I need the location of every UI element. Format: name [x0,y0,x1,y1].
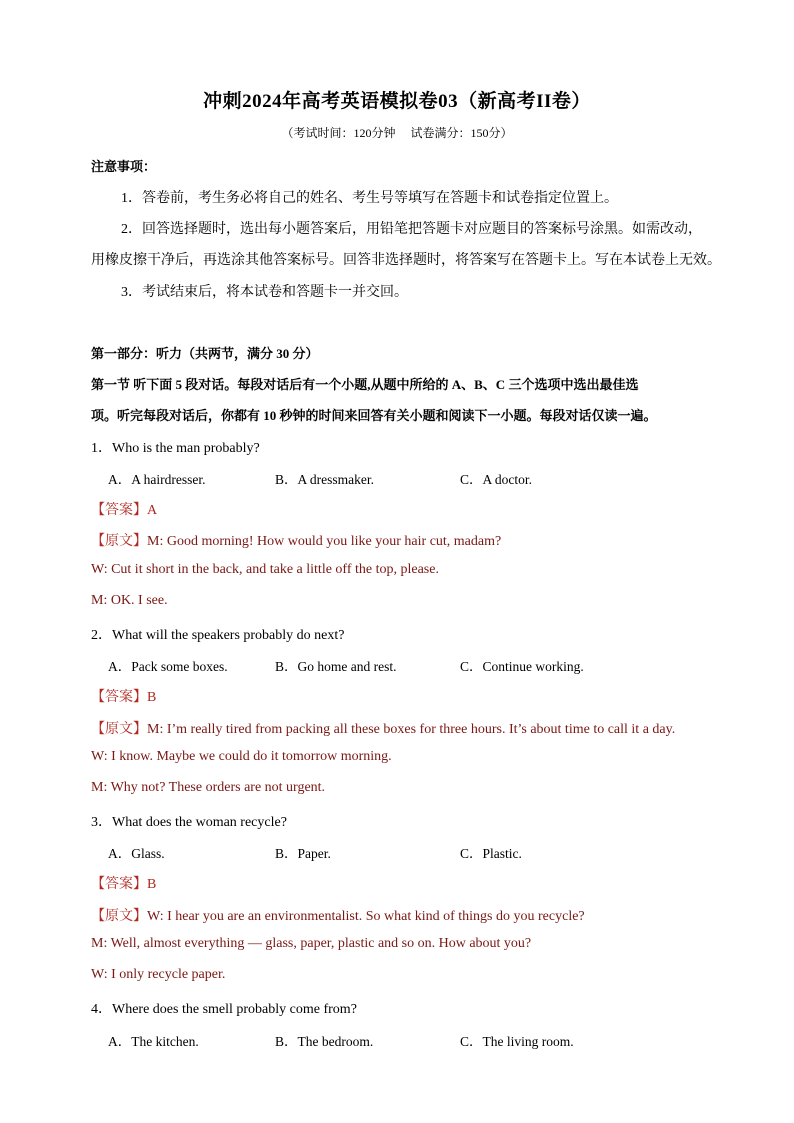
question-2-transcript-line-2: W: I know. Maybe we could do it tomorrow morning. [91,749,392,764]
section1-instruction-line-2: 项。听完每段对话后，你都有 10 秒钟的时间来回答有关小题和阅读下一小题。每段对话仅读一遍。 [91,408,657,423]
transcript-text: M: Good morning! How would you like your hair cut, madam? [147,534,502,549]
question-2-transcript-line-1 [91,718,675,738]
answer-value: A [147,503,158,518]
question-1-transcript-line-3: M: OK. I see. [91,593,168,608]
question-3-option-c: C．Plastic. [460,846,522,861]
exam-score: 试卷满分：150分） [410,126,513,140]
original-label: 【原文】 [91,534,147,549]
question-2-option-c: C．Continue working. [460,659,584,674]
answer-label: 【答案】 [91,877,147,892]
question-4-option-c: C．The living room. [460,1034,574,1049]
question-1-option-c: C．A doctor. [460,472,533,487]
notice-item-2-line-2: 用橡皮擦干净后，再选涂其他答案标号。回答非选择题时，将答案写在答题卡上。写在本试卷上无效。 [91,253,721,268]
part1-heading: 第一部分：听力（共两节，满分 30 分） [91,346,319,361]
answer-label: 【答案】 [91,690,147,705]
notice-item-2-line-1: 2．回答选择题时，选出每小题答案后，用铅笔把答题卡对应题目的答案标号涂黑。如需改动， [121,222,702,237]
question-3-transcript-line-3: W: I only recycle paper. [91,967,226,982]
notice-item-3: 3．考试结束后，将本试卷和答题卡一并交回。 [121,285,408,300]
question-3-answer [91,873,156,893]
question-4-option-b: B．The bedroom. [275,1034,374,1049]
notice-item-1: 1．答卷前，考生务必将自己的姓名、考生号等填写在答题卡和试卷指定位置上。 [121,191,618,206]
section1-instruction-line-1: 第一节 听下面 5 段对话。每段对话后有一个小题,从题中所给的 A、B、C 三个选项中选出最佳选 [91,377,639,392]
answer-value: B [147,690,157,705]
question-1-option-a: A．A hairdresser. [108,472,206,487]
question-4-stem: 4．Where does the smell probably come from? [91,1002,357,1017]
exam-time: （考试时间：120分钟 [281,126,396,140]
question-1-stem: 1．Who is the man probably? [91,441,260,456]
exam-info [0,124,794,141]
original-label: 【原文】 [91,722,147,737]
notice-heading: 注意事项： [91,159,157,174]
question-4-option-a: A．The kitchen. [108,1034,199,1049]
original-label: 【原文】 [91,909,147,924]
question-2-option-a: A．Pack some boxes. [108,659,228,674]
question-3-transcript-line-1 [91,905,585,925]
answer-value: B [147,877,157,892]
transcript-text: M: I’m really tired from packing all these boxes for three hours. It’s about time to call it a day. [147,722,676,737]
question-1-answer [91,499,157,519]
question-3-stem: 3．What does the woman recycle? [91,815,287,830]
question-2-option-b: B．Go home and rest. [275,659,397,674]
question-2-stem: 2．What will the speakers probably do next? [91,628,345,643]
question-1-transcript-line-2: W: Cut it short in the back, and take a little off the top, please. [91,562,439,577]
question-2-transcript-line-3: M: Why not? These orders are not urgent. [91,780,326,795]
page-title: 冲刺2024年高考英语模拟卷03（新高考II卷） [203,91,591,112]
question-1-option-b: B．A dressmaker. [275,472,374,487]
question-3-option-b: B．Paper. [275,846,331,861]
question-2-answer [91,686,156,706]
question-3-option-a: A．Glass. [108,846,165,861]
transcript-text: W: I hear you are an environmentalist. So what kind of things do you recycle? [147,909,585,924]
question-3-transcript-line-2: M: Well, almost everything — glass, paper, plastic and so on. How about you? [91,936,532,951]
question-1-transcript-line-1 [91,530,501,550]
answer-label: 【答案】 [91,503,147,518]
